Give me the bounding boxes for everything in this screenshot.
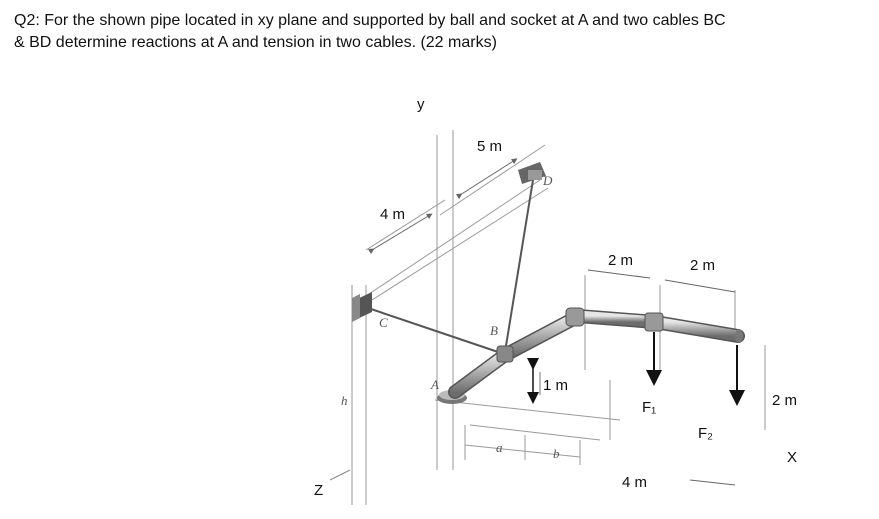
pipe: [455, 308, 743, 392]
question-line-1: Q2: For the shown pipe located in xy plane and supported by ball and socket at A and two cables BC: [14, 12, 726, 29]
question-line-2: & BD determine reactions at A and tension in two cables. (22 marks): [14, 34, 497, 51]
dimension-label-h: h: [341, 393, 348, 408]
dimension-5m: 5 m: [477, 138, 503, 155]
force-label-f1: F₁: [642, 399, 657, 416]
point-label-d: D: [543, 173, 553, 188]
force-label-f2: F₂: [698, 425, 713, 442]
dimension-label-a: a: [496, 440, 503, 455]
cable-bc: [368, 308, 504, 354]
dimension-2m-b: 2 m: [690, 257, 716, 274]
axis-label-z: Z: [314, 482, 324, 499]
dimension-2m-a: 2 m: [608, 252, 634, 269]
dimension-4m-left: 4 m: [380, 206, 406, 223]
axis-label-x: X: [787, 449, 798, 466]
z-axis-line: [330, 470, 350, 480]
point-label-c: C: [379, 315, 388, 330]
point-label-b: B: [490, 323, 498, 338]
dimension-2m-right: 2 m: [772, 392, 798, 409]
dimension-label-b: b: [553, 446, 560, 461]
dimension-1m: 1 m: [543, 377, 569, 394]
axis-label-y: y: [417, 96, 425, 113]
point-label-a: A: [431, 377, 439, 392]
cable-bd: [505, 180, 533, 352]
dimension-4m-bottom: 4 m: [622, 474, 648, 491]
wall-bracket-c: [352, 292, 372, 322]
